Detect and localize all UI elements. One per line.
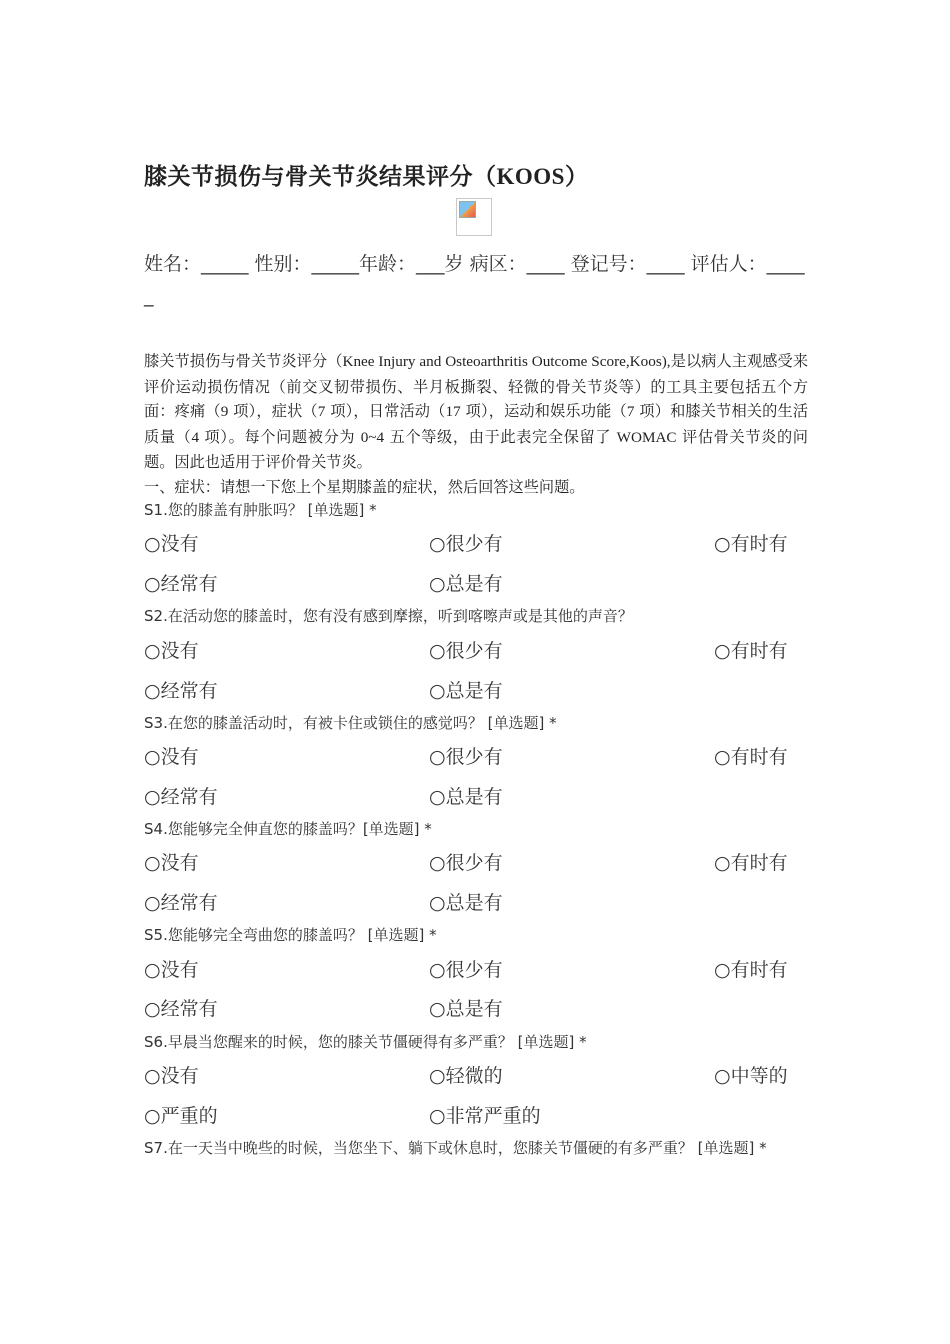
title-close-paren: ） — [564, 164, 589, 190]
intro-paragraph — [144, 349, 808, 500]
option-s2-never[interactable]: ○没有 — [144, 640, 199, 662]
intro-text: 项），症状（ — [228, 402, 318, 421]
question-s7: S7.在一天当中晚些的时候，当您坐下、躺下或休息时，您膝关节僵硬的有多严重？ [单选题] * — [144, 1139, 767, 1157]
question-s1: S1.您的膝盖有肿胀吗？ [单选题] * — [144, 501, 377, 519]
option-s5-always[interactable]: ○总是有 — [429, 998, 503, 1020]
option-s1-often[interactable]: ○经常有 — [144, 573, 218, 595]
option-s6-severe[interactable]: ○严重的 — [144, 1105, 218, 1127]
option-s2-often[interactable]: ○经常有 — [144, 680, 218, 702]
question-s4: S4.您能够完全伸直您的膝盖吗？[单选题] * — [144, 820, 432, 838]
option-s2-always[interactable]: ○总是有 — [429, 680, 503, 702]
option-s3-often[interactable]: ○经常有 — [144, 786, 218, 808]
option-s5-often[interactable]: ○经常有 — [144, 998, 218, 1020]
question-s6: S6.早晨当您醒来的时候，您的膝关节僵硬得有多严重？ [单选题] * — [144, 1033, 587, 1051]
intro-text: 项），运动和娱乐功能（ — [460, 402, 627, 421]
intro-text: 是以病人主观感受来评价运动损伤情况（前交叉韧带损伤、半月板撕裂、轻微的骨关节炎等）的工具主要包括五个方面：疼痛（ — [144, 352, 809, 421]
option-s6-mild[interactable]: ○轻微的 — [429, 1065, 503, 1087]
option-s4-never[interactable]: ○没有 — [144, 852, 199, 874]
option-s2-sometimes[interactable]: ○有时有 — [714, 640, 788, 662]
broken-image-icon — [459, 201, 476, 218]
option-s3-never[interactable]: ○没有 — [144, 746, 199, 768]
broken-image-placeholder — [456, 198, 492, 236]
option-s1-rarely[interactable]: ○很少有 — [429, 533, 503, 555]
option-s2-rarely[interactable]: ○很少有 — [429, 640, 503, 662]
intro-number: 9 — [220, 403, 229, 421]
option-s4-often[interactable]: ○经常有 — [144, 892, 218, 914]
intro-acronym: WOMAC — [616, 428, 677, 446]
option-s3-sometimes[interactable]: ○有时有 — [714, 746, 788, 768]
page-title — [144, 158, 808, 191]
intro-text: 膝关节损伤与骨关节炎评分（ — [144, 352, 343, 370]
question-s2: S2.在活动您的膝盖时，您有没有感到摩擦，听到喀嚓声或是其他的声音？ — [144, 607, 633, 625]
intro-number: 7 — [317, 403, 326, 421]
option-s1-sometimes[interactable]: ○有时有 — [714, 533, 788, 555]
option-s4-sometimes[interactable]: ○有时有 — [714, 852, 788, 874]
question-s5: S5.您能够完全弯曲您的膝盖吗？ [单选题] * — [144, 926, 437, 944]
option-s6-none[interactable]: ○没有 — [144, 1065, 199, 1087]
intro-text: 项）和膝关节相关的生活质量（ — [144, 402, 808, 446]
intro-number: 4 — [191, 428, 200, 446]
option-s1-never[interactable]: ○没有 — [144, 533, 199, 555]
option-s1-always[interactable]: ○总是有 — [429, 573, 503, 595]
intro-text: 评估骨关节炎的问题。因此也适用于评价骨关节炎。 — [144, 427, 808, 472]
section-heading: 一、症状：请想一下您上个星期膝盖的症状，然后回答这些问题。 — [144, 477, 585, 496]
option-s5-sometimes[interactable]: ○有时有 — [714, 959, 788, 981]
intro-number: 0~4 — [360, 428, 385, 446]
question-s3: S3.在您的膝盖活动时，有被卡住或锁住的感觉吗？ [单选题] * — [144, 714, 557, 732]
title-chinese: 膝关节损伤与骨关节炎结果评分（ — [144, 164, 497, 190]
option-s3-always[interactable]: ○总是有 — [429, 786, 503, 808]
option-s5-never[interactable]: ○没有 — [144, 959, 199, 981]
intro-text: Knee Injury and Osteoarthritis Outcome Score,Koos), — [342, 353, 671, 370]
intro-text: 项）。每个问题被分为 — [199, 427, 361, 446]
intro-text: 五个等级，由于此表完全保留了 — [384, 427, 617, 446]
option-s4-rarely[interactable]: ○很少有 — [429, 852, 503, 874]
option-s4-always[interactable]: ○总是有 — [429, 892, 503, 914]
option-s6-moderate[interactable]: ○中等的 — [714, 1065, 788, 1087]
option-s6-extreme[interactable]: ○非常严重的 — [429, 1105, 541, 1127]
option-s3-rarely[interactable]: ○很少有 — [429, 746, 503, 768]
option-s5-rarely[interactable]: ○很少有 — [429, 959, 503, 981]
intro-number: 17 — [445, 403, 461, 421]
intro-text: 项），日常活动（ — [325, 402, 446, 421]
title-abbreviation: KOOS — [496, 164, 565, 189]
intro-number: 7 — [626, 403, 635, 421]
patient-info-line: 姓名：_____ 性别：_____年龄：___岁 病区：____ 登记号：____ 评估人：_____ — [144, 253, 805, 307]
